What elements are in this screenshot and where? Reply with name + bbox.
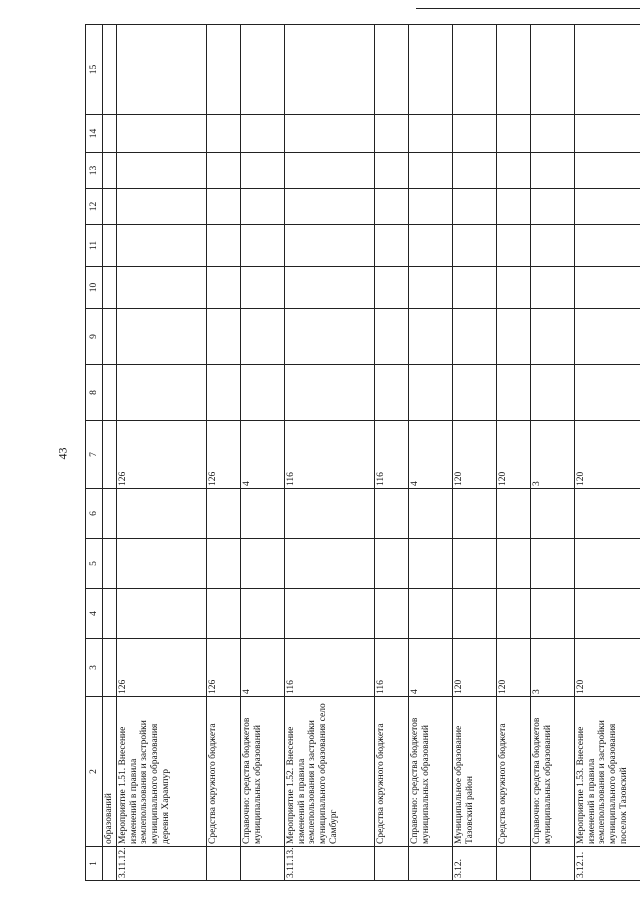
cell-year-value: [103, 421, 117, 489]
empty-cell: [453, 365, 497, 421]
empty-cell: [103, 589, 117, 639]
row-code: [375, 847, 409, 881]
empty-cell: [103, 267, 117, 309]
row-code: 3.11.13.: [285, 847, 375, 881]
empty-cell: [103, 115, 117, 153]
row-name: образований: [103, 697, 117, 847]
table-row: [285, 25, 375, 881]
empty-cell: [285, 189, 375, 225]
empty-cell: [103, 189, 117, 225]
empty-cell: [531, 309, 575, 365]
empty-cell: [453, 539, 497, 589]
empty-cell: [453, 25, 497, 115]
empty-cell: [575, 267, 640, 309]
cell-total: 4: [241, 639, 285, 697]
cell-year-value: 4: [409, 421, 453, 489]
empty-cell: [409, 225, 453, 267]
empty-cell: [117, 309, 207, 365]
empty-cell: [453, 309, 497, 365]
empty-cell: [117, 25, 207, 115]
empty-cell: [575, 589, 640, 639]
empty-cell: [241, 153, 285, 189]
row-name: Мероприятие 1.53. Внесение изменений в правила землепользования и застройки муниципального образования поселок Тазовский: [575, 697, 640, 847]
table-row: [117, 25, 207, 881]
empty-cell: [497, 153, 531, 189]
empty-cell: [117, 189, 207, 225]
column-header: 6: [86, 489, 103, 539]
cell-year-value: 126: [207, 421, 241, 489]
table-row: [531, 25, 575, 881]
top-rule: [416, 8, 640, 9]
empty-cell: [117, 267, 207, 309]
empty-cell: [531, 539, 575, 589]
empty-cell: [497, 115, 531, 153]
empty-cell: [241, 309, 285, 365]
row-code: [531, 847, 575, 881]
empty-cell: [103, 153, 117, 189]
empty-cell: [575, 25, 640, 115]
cell-year-value: 126: [117, 421, 207, 489]
empty-cell: [453, 225, 497, 267]
empty-cell: [207, 489, 241, 539]
empty-cell: [409, 267, 453, 309]
column-header: 1: [86, 847, 103, 881]
empty-cell: [531, 189, 575, 225]
empty-cell: [531, 267, 575, 309]
empty-cell: [409, 115, 453, 153]
empty-cell: [453, 589, 497, 639]
column-header: 14: [86, 115, 103, 153]
empty-cell: [285, 309, 375, 365]
empty-cell: [375, 309, 409, 365]
cell-total: 126: [207, 639, 241, 697]
cell-year-value: 120: [575, 421, 640, 489]
empty-cell: [497, 25, 531, 115]
column-header: 5: [86, 539, 103, 589]
empty-cell: [375, 489, 409, 539]
empty-cell: [207, 365, 241, 421]
empty-cell: [207, 153, 241, 189]
empty-cell: [453, 189, 497, 225]
empty-cell: [409, 365, 453, 421]
empty-cell: [285, 589, 375, 639]
empty-cell: [531, 115, 575, 153]
empty-cell: [285, 153, 375, 189]
empty-cell: [241, 115, 285, 153]
empty-cell: [531, 489, 575, 539]
empty-cell: [207, 225, 241, 267]
empty-cell: [575, 365, 640, 421]
column-header: 7: [86, 421, 103, 489]
empty-cell: [409, 309, 453, 365]
empty-cell: [285, 115, 375, 153]
row-code: [103, 847, 117, 881]
empty-cell: [117, 153, 207, 189]
table-row: [497, 25, 531, 881]
empty-cell: [375, 115, 409, 153]
empty-cell: [207, 267, 241, 309]
empty-cell: [497, 309, 531, 365]
empty-cell: [453, 267, 497, 309]
cell-total: 120: [575, 639, 640, 697]
empty-cell: [285, 267, 375, 309]
empty-cell: [575, 189, 640, 225]
empty-cell: [497, 489, 531, 539]
cell-total: 126: [117, 639, 207, 697]
empty-cell: [117, 589, 207, 639]
cell-year-value: 120: [453, 421, 497, 489]
empty-cell: [103, 25, 117, 115]
table-row: [207, 25, 241, 881]
cell-year-value: 120: [497, 421, 531, 489]
empty-cell: [453, 489, 497, 539]
empty-cell: [375, 365, 409, 421]
empty-cell: [531, 365, 575, 421]
empty-cell: [241, 365, 285, 421]
row-name: Средства окружного бюджета: [207, 697, 241, 847]
row-code: 3.11.12.: [117, 847, 207, 881]
empty-cell: [453, 115, 497, 153]
empty-cell: [103, 489, 117, 539]
empty-cell: [375, 225, 409, 267]
table-row: [375, 25, 409, 881]
empty-cell: [409, 539, 453, 589]
empty-cell: [207, 589, 241, 639]
empty-cell: [531, 225, 575, 267]
row-name: Средства окружного бюджета: [375, 697, 409, 847]
row-name: Средства окружного бюджета: [497, 697, 531, 847]
cell-total: 3: [531, 639, 575, 697]
row-code: 3.12.: [453, 847, 497, 881]
empty-cell: [575, 489, 640, 539]
row-code: [241, 847, 285, 881]
empty-cell: [575, 309, 640, 365]
table-row: [575, 25, 640, 881]
page-number: 43: [55, 447, 70, 460]
empty-cell: [117, 115, 207, 153]
empty-cell: [117, 539, 207, 589]
row-name: Муниципальное образование Тазовский район: [453, 697, 497, 847]
cell-year-value: 116: [375, 421, 409, 489]
cell-year-value: 4: [241, 421, 285, 489]
row-code: [207, 847, 241, 881]
row-code: [409, 847, 453, 881]
empty-cell: [285, 539, 375, 589]
budget-table: [85, 24, 640, 881]
row-name: Справочно: средства бюджетов муниципальных образований: [531, 697, 575, 847]
column-header: 11: [86, 225, 103, 267]
cell-total: 116: [285, 639, 375, 697]
empty-cell: [207, 539, 241, 589]
empty-cell: [375, 153, 409, 189]
empty-cell: [241, 539, 285, 589]
empty-cell: [117, 489, 207, 539]
empty-cell: [207, 115, 241, 153]
empty-cell: [409, 25, 453, 115]
empty-cell: [207, 189, 241, 225]
cell-total: 116: [375, 639, 409, 697]
empty-cell: [531, 589, 575, 639]
column-header: 3: [86, 639, 103, 697]
empty-cell: [497, 365, 531, 421]
row-name: Мероприятие 1.51. Внесение изменений в правила землепользования и застройки муниципального образования деревня Харампур: [117, 697, 207, 847]
empty-cell: [375, 189, 409, 225]
column-header: 15: [86, 25, 103, 115]
empty-cell: [575, 115, 640, 153]
empty-cell: [103, 365, 117, 421]
empty-cell: [497, 589, 531, 639]
empty-cell: [207, 25, 241, 115]
row-name: Мероприятие 1.52. Внесение изменений в правила землепользования и застройки муниципального образования село Самбург: [285, 697, 375, 847]
empty-cell: [285, 225, 375, 267]
empty-cell: [497, 539, 531, 589]
header-row: [86, 25, 103, 881]
empty-cell: [497, 189, 531, 225]
empty-cell: [375, 25, 409, 115]
empty-cell: [409, 489, 453, 539]
column-header: 13: [86, 153, 103, 189]
empty-cell: [285, 365, 375, 421]
cell-year-value: 3: [531, 421, 575, 489]
cell-total: [103, 639, 117, 697]
empty-cell: [497, 267, 531, 309]
empty-cell: [575, 153, 640, 189]
column-header: 10: [86, 267, 103, 309]
empty-cell: [453, 153, 497, 189]
empty-cell: [103, 225, 117, 267]
row-code: [497, 847, 531, 881]
column-header: 4: [86, 589, 103, 639]
empty-cell: [375, 267, 409, 309]
cell-total: 4: [409, 639, 453, 697]
cell-total: 120: [453, 639, 497, 697]
rotated-table-inner: [85, 25, 629, 881]
empty-cell: [375, 589, 409, 639]
empty-cell: [241, 225, 285, 267]
empty-cell: [531, 153, 575, 189]
empty-cell: [117, 225, 207, 267]
empty-cell: [409, 189, 453, 225]
empty-cell: [285, 25, 375, 115]
empty-cell: [241, 489, 285, 539]
row-code: 3.12.1.: [575, 847, 640, 881]
empty-cell: [241, 189, 285, 225]
empty-cell: [409, 153, 453, 189]
column-header: 2: [86, 697, 103, 847]
empty-cell: [241, 589, 285, 639]
empty-cell: [241, 267, 285, 309]
empty-cell: [409, 589, 453, 639]
cell-year-value: 116: [285, 421, 375, 489]
table-row: [103, 25, 117, 881]
empty-cell: [285, 489, 375, 539]
empty-cell: [117, 365, 207, 421]
empty-cell: [103, 309, 117, 365]
empty-cell: [575, 539, 640, 589]
empty-cell: [575, 225, 640, 267]
empty-cell: [497, 225, 531, 267]
empty-cell: [241, 25, 285, 115]
column-header: 8: [86, 365, 103, 421]
empty-cell: [207, 309, 241, 365]
empty-cell: [375, 539, 409, 589]
empty-cell: [103, 539, 117, 589]
column-header: 12: [86, 189, 103, 225]
row-name: Справочно: средства бюджетов муниципальных образований: [241, 697, 285, 847]
empty-cell: [531, 25, 575, 115]
table-row: [241, 25, 285, 881]
table-row: [453, 25, 497, 881]
table-row: [409, 25, 453, 881]
column-header: 9: [86, 309, 103, 365]
cell-total: 120: [497, 639, 531, 697]
row-name: Справочно: средства бюджетов муниципальных образований: [409, 697, 453, 847]
